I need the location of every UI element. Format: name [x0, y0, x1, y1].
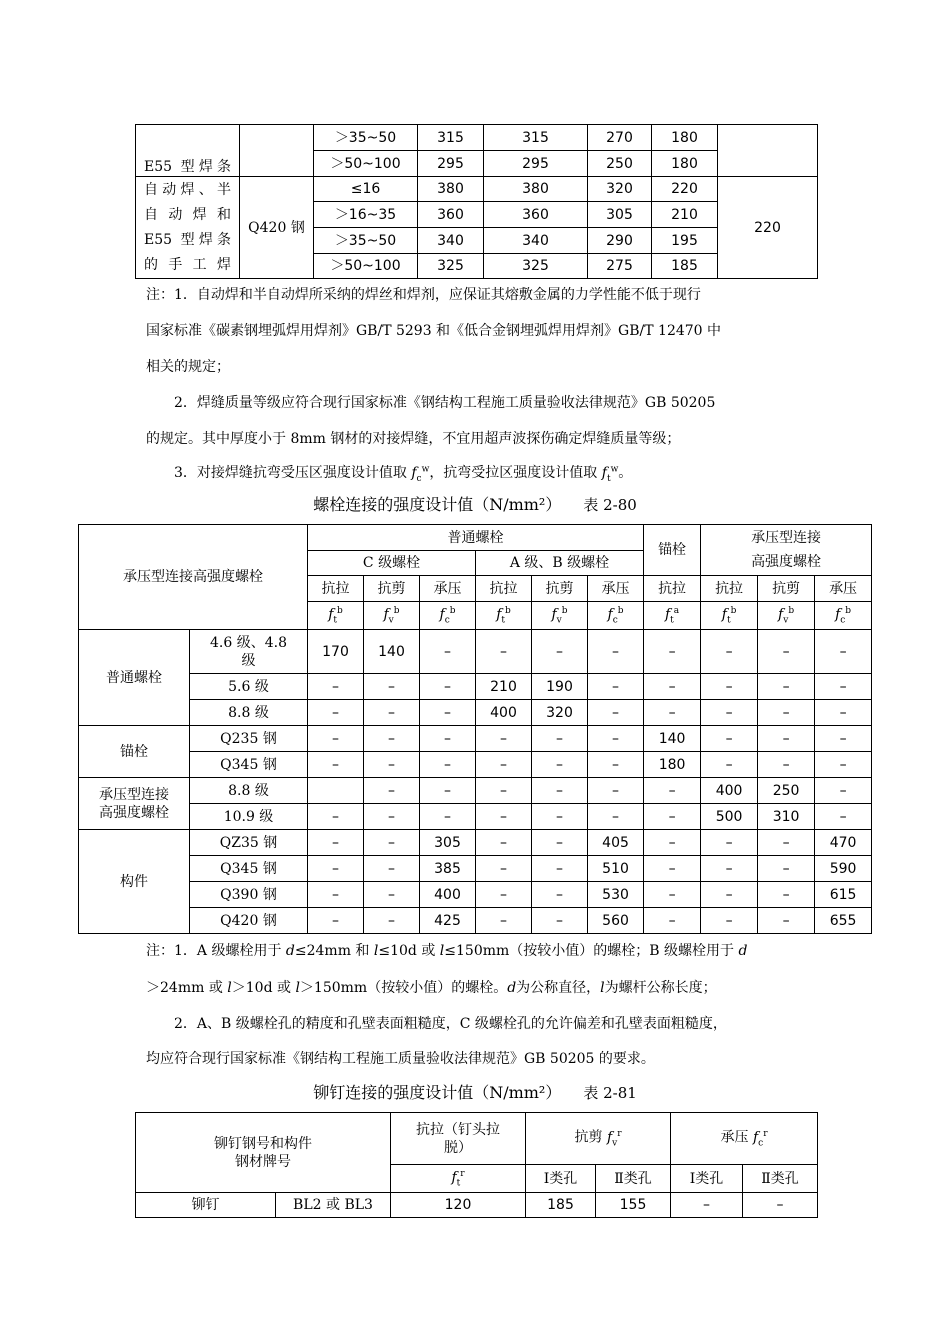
value-cell: – — [644, 856, 701, 882]
table-81-number: 表 2-81 — [583, 1084, 637, 1102]
value-cell: 590 — [815, 856, 872, 882]
value-cell: – — [308, 882, 364, 908]
value-cell: – — [701, 726, 758, 752]
thickness-cell: ≤16 — [314, 177, 418, 202]
value-cell: – — [644, 630, 701, 674]
value-cell: – — [308, 830, 364, 856]
value-cell: – — [701, 630, 758, 674]
class-2-hole: Ⅱ类孔 — [596, 1165, 671, 1193]
thickness-cell: ＞35~50 — [314, 228, 418, 254]
sub-header: 抗剪 — [758, 576, 815, 602]
value-cell: – — [532, 726, 588, 752]
thickness-cell: ＞35~50 — [314, 125, 418, 151]
value-cell: 295 — [418, 151, 484, 177]
symbol-fc-b: $f_c^b$ — [588, 602, 644, 630]
value-cell: – — [476, 856, 532, 882]
note-79-1b: 国家标准《碳素钢埋弧焊用焊剂》GB/T 5293 和《低合金钢埋弧焊用焊剂》GB/T 12470 中 — [146, 323, 722, 339]
grade-cell: Q390 钢 — [190, 882, 308, 908]
class-2-hole: Ⅱ类孔 — [743, 1165, 818, 1193]
e55-label: E55 型焊条 — [136, 125, 240, 177]
value-cell: – — [644, 674, 701, 700]
value-cell: 270 — [588, 125, 652, 151]
value-cell: 400 — [420, 882, 476, 908]
value-cell: 210 — [476, 674, 532, 700]
value-cell: – — [364, 752, 420, 778]
value-cell: 530 — [588, 882, 644, 908]
value-cell: – — [308, 908, 364, 934]
value-cell: – — [588, 804, 644, 830]
value-cell: 180 — [644, 752, 701, 778]
table-row — [79, 830, 872, 856]
value-cell: 250 — [758, 778, 815, 804]
note-79-2b: 的规定。其中厚度小于 8mm 钢材的对接焊缝，不宜用超声波探伤确定焊缝质量等级； — [146, 431, 681, 447]
value-cell: – — [588, 674, 644, 700]
grade-cell: 10.9 级 — [190, 804, 308, 830]
group-label: 承压型连接 高强度螺栓 — [79, 778, 190, 830]
value-cell: – — [308, 752, 364, 778]
value-cell: – — [815, 804, 872, 830]
value-cell: – — [476, 908, 532, 934]
value-cell: – — [364, 726, 420, 752]
value-cell: 155 — [596, 1193, 671, 1218]
value-cell: 360 — [418, 202, 484, 228]
value-cell: 380 — [484, 177, 588, 202]
sub-header: 抗拉 — [644, 576, 701, 602]
grade-cell: Q420 钢 — [190, 908, 308, 934]
hs-bolt-header: 承压型连接 高强度螺栓 — [701, 525, 872, 576]
rivet-head-1: 铆钉钢号和构件 钢材牌号 — [136, 1113, 391, 1193]
class-1-hole: Ⅰ类孔 — [671, 1165, 743, 1193]
sub-header: 抗拉 — [476, 576, 532, 602]
value-cell: – — [701, 700, 758, 726]
value-cell: – — [758, 674, 815, 700]
sub-header: 抗剪 — [532, 576, 588, 602]
value-cell: – — [364, 882, 420, 908]
value-cell: – — [364, 700, 420, 726]
symbol-fc-b: $f_c^b$ — [815, 602, 872, 630]
symbol-ft-r: $f_t^r$ — [391, 1165, 526, 1193]
sub-header: 承压 — [420, 576, 476, 602]
rivet-grade: BL2 或 BL3 — [276, 1193, 391, 1218]
value-cell: – — [815, 778, 872, 804]
value-cell: – — [671, 1193, 743, 1218]
table-row — [79, 700, 872, 726]
value-cell: 220 — [652, 177, 718, 202]
value-cell: – — [308, 674, 364, 700]
value-cell: 315 — [484, 125, 588, 151]
value-cell: – — [644, 882, 701, 908]
value-cell: 510 — [588, 856, 644, 882]
thickness-cell: ＞50~100 — [314, 254, 418, 279]
note-80-1a: 注：1．A 级螺栓用于 d≤24mm 和 l≤10d 或 l≤150mm（按较小值）的螺栓；B 级螺栓用于 d — [146, 943, 748, 959]
value-cell: – — [815, 726, 872, 752]
value-cell: – — [701, 830, 758, 856]
value-cell: 340 — [484, 228, 588, 254]
note-79-1a: 注：1．自动焊和半自动焊所采纳的焊丝和焊剂，应保证其熔敷金属的力学性能不低于现行 — [146, 287, 701, 303]
value-cell: – — [815, 630, 872, 674]
value-cell: 210 — [652, 202, 718, 228]
note-79-2a: 2．焊缝质量等级应符合现行国家标准《钢结构工程施工质量验收法律规范》GB 50205 — [174, 395, 716, 411]
value-cell: – — [420, 700, 476, 726]
value-cell: 340 — [418, 228, 484, 254]
value-cell: 385 — [420, 856, 476, 882]
value-cell: – — [758, 630, 815, 674]
value-cell: – — [476, 778, 532, 804]
value-cell: 320 — [588, 177, 652, 202]
symbol-ft-a: $f_t^a$ — [644, 602, 701, 630]
value-cell: – — [364, 674, 420, 700]
anchor-header: 锚栓 — [644, 525, 701, 576]
sub-header: 抗剪 — [364, 576, 420, 602]
value-cell: – — [758, 830, 815, 856]
value-cell: – — [758, 700, 815, 726]
shear-header: 抗剪 $f_v^r$ — [526, 1113, 671, 1165]
value-cell: 180 — [652, 125, 718, 151]
value-cell: – — [701, 752, 758, 778]
value-cell: 310 — [758, 804, 815, 830]
value-cell: – — [364, 778, 420, 804]
table-row — [79, 882, 872, 908]
table-81-title: 铆钉连接的强度设计值（N/mm²） — [313, 1083, 562, 1102]
value-cell: 250 — [588, 151, 652, 177]
value-cell: – — [308, 700, 364, 726]
value-cell: – — [815, 700, 872, 726]
value-cell: 290 — [588, 228, 652, 254]
table-row — [79, 856, 872, 882]
value-cell: – — [588, 752, 644, 778]
empty-steel-cell — [240, 125, 314, 177]
symbol-fc-b: $f_c^b$ — [420, 602, 476, 630]
grade-cell: Q235 钢 — [190, 726, 308, 752]
value-cell: 190 — [532, 674, 588, 700]
value-cell: – — [532, 752, 588, 778]
symbol-fv-b: $f_v^b$ — [364, 602, 420, 630]
value-cell: 315 — [418, 125, 484, 151]
value-cell: – — [532, 804, 588, 830]
tension-header: 抗拉（钉头拉 脱） — [391, 1113, 526, 1165]
value-cell: – — [532, 830, 588, 856]
value-cell: – — [420, 674, 476, 700]
table-row — [79, 778, 872, 804]
table-row — [79, 726, 872, 752]
note-80-2b: 均应符合现行国家标准《钢结构工程施工质量验收法律规范》GB 50205 的要求。 — [146, 1051, 655, 1067]
value-cell: 560 — [588, 908, 644, 934]
value-cell: – — [532, 778, 588, 804]
value-cell: – — [644, 778, 701, 804]
table-row — [79, 674, 872, 700]
sub-header: 抗拉 — [308, 576, 364, 602]
empty-last-cell — [718, 125, 818, 177]
class-1-hole: Ⅰ类孔 — [526, 1165, 596, 1193]
value-cell: – — [701, 856, 758, 882]
value-cell: – — [476, 726, 532, 752]
value-cell: – — [476, 630, 532, 674]
value-cell: 180 — [652, 151, 718, 177]
value-cell: – — [815, 752, 872, 778]
value-cell: – — [644, 830, 701, 856]
rivet-strength-table — [135, 1112, 818, 1218]
value-cell: 140 — [644, 726, 701, 752]
note-79-1c: 相关的规定； — [146, 359, 230, 375]
last-col-value: 220 — [718, 177, 818, 279]
sub-header: 承压 — [588, 576, 644, 602]
value-cell: – — [588, 778, 644, 804]
grade-cell: 8.8 级 — [190, 778, 308, 804]
value-cell: 500 — [701, 804, 758, 830]
sub-header: 承压 — [815, 576, 872, 602]
value-cell: – — [532, 856, 588, 882]
value-cell: – — [701, 882, 758, 908]
value-cell: – — [815, 674, 872, 700]
symbol-ft-b: $f_t^b$ — [701, 602, 758, 630]
value-cell: 295 — [484, 151, 588, 177]
value-cell: 380 — [418, 177, 484, 202]
value-cell: – — [476, 830, 532, 856]
group-label: 锚栓 — [79, 726, 190, 778]
value-cell: – — [476, 804, 532, 830]
bolt-table-body — [79, 630, 872, 934]
symbol-fv-b: $f_v^b$ — [758, 602, 815, 630]
value-cell: – — [420, 726, 476, 752]
symbol-ft-b: $f_t^b$ — [308, 602, 364, 630]
symbol-ft-b: $f_t^b$ — [476, 602, 532, 630]
value-cell: – — [758, 908, 815, 934]
c-grade-header: C 级螺栓 — [308, 551, 476, 576]
value-cell: – — [532, 630, 588, 674]
rivet-name: 铆钉 — [136, 1193, 276, 1218]
value-cell: – — [644, 700, 701, 726]
table-81-caption — [0, 1080, 950, 1103]
value-cell: – — [476, 882, 532, 908]
value-cell: – — [644, 908, 701, 934]
value-cell: – — [588, 630, 644, 674]
value-cell — [308, 778, 364, 804]
table-80-caption — [0, 492, 950, 515]
value-cell: 185 — [526, 1193, 596, 1218]
grade-cell: Q345 钢 — [190, 856, 308, 882]
ordinary-bolt-header: 普通螺栓 — [308, 525, 644, 551]
bolt-strength-table — [78, 524, 872, 934]
grade-cell: 5.6 级 — [190, 674, 308, 700]
table-80-title: 螺栓连接的强度设计值（N/mm²） — [313, 495, 562, 514]
note-80-2a: 2．A、B 级螺栓孔的精度和孔壁表面粗糙度，C 级螺栓孔的允许偏差和孔壁表面粗糙度， — [174, 1016, 727, 1032]
group-label: 普通螺栓 — [79, 630, 190, 726]
value-cell: – — [364, 908, 420, 934]
value-cell: – — [532, 882, 588, 908]
value-cell: – — [420, 804, 476, 830]
value-cell: 425 — [420, 908, 476, 934]
sub-header: 抗拉 — [701, 576, 758, 602]
bearing-header: 承压 $f_c^r$ — [671, 1113, 818, 1165]
value-cell: 170 — [308, 630, 364, 674]
value-cell: – — [758, 882, 815, 908]
steel-grade: Q420 钢 — [240, 177, 314, 279]
value-cell: – — [420, 630, 476, 674]
ab-grade-header: A 级、B 级螺栓 — [476, 551, 644, 576]
value-cell: – — [308, 726, 364, 752]
value-cell: – — [588, 726, 644, 752]
value-cell: – — [644, 804, 701, 830]
value-cell: 320 — [532, 700, 588, 726]
value-cell: – — [701, 908, 758, 934]
value-cell: – — [364, 856, 420, 882]
table-row — [79, 908, 872, 934]
table-80-number: 表 2-80 — [583, 496, 637, 514]
corner-header: 承压型连接高强度螺栓 — [79, 525, 308, 630]
value-cell: 275 — [588, 254, 652, 279]
symbol-fv-b: $f_v^b$ — [532, 602, 588, 630]
value-cell: – — [420, 752, 476, 778]
group-label: 构件 — [79, 830, 190, 934]
table-row — [79, 804, 872, 830]
value-cell: – — [308, 804, 364, 830]
value-cell: 470 — [815, 830, 872, 856]
value-cell: 325 — [484, 254, 588, 279]
value-cell: 305 — [420, 830, 476, 856]
value-cell: 615 — [815, 882, 872, 908]
value-cell: – — [588, 700, 644, 726]
thickness-cell: ＞16~35 — [314, 202, 418, 228]
grade-cell: 4.6 级、4.8 级 — [190, 630, 308, 674]
value-cell: 400 — [701, 778, 758, 804]
value-cell: 325 — [418, 254, 484, 279]
value-cell: – — [758, 752, 815, 778]
value-cell: 655 — [815, 908, 872, 934]
value-cell: 400 — [476, 700, 532, 726]
grade-cell: QZ35 钢 — [190, 830, 308, 856]
value-cell: – — [758, 856, 815, 882]
value-cell: 120 — [391, 1193, 526, 1218]
value-cell: 195 — [652, 228, 718, 254]
value-cell: – — [758, 726, 815, 752]
value-cell: – — [420, 778, 476, 804]
grade-cell: Q345 钢 — [190, 752, 308, 778]
value-cell: – — [476, 752, 532, 778]
note-79-3: 3．对接焊缝抗弯受压区强度设计值取 $f_c^w$，抗弯受拉区强度设计值取 $f_t^w$。 — [174, 464, 633, 484]
thickness-cell: ＞50~100 — [314, 151, 418, 177]
value-cell: 405 — [588, 830, 644, 856]
note-80-1b: ＞24mm 或 l＞10d 或 l＞150mm（按较小值）的螺栓。d为公称直径，l为螺杆公称长度； — [146, 980, 717, 996]
value-cell: 185 — [652, 254, 718, 279]
value-cell: 140 — [364, 630, 420, 674]
value-cell: – — [308, 856, 364, 882]
value-cell: 305 — [588, 202, 652, 228]
table-row — [79, 630, 872, 674]
table-row — [79, 752, 872, 778]
weld-strength-table — [135, 124, 818, 279]
value-cell: – — [701, 674, 758, 700]
value-cell: – — [364, 830, 420, 856]
value-cell: – — [364, 804, 420, 830]
value-cell: – — [743, 1193, 818, 1218]
grade-cell: 8.8 级 — [190, 700, 308, 726]
auto-weld-label: 自动焊、半 自动焊和 E55 型焊条 的手工焊 — [136, 177, 240, 279]
value-cell: 360 — [484, 202, 588, 228]
value-cell: – — [532, 908, 588, 934]
